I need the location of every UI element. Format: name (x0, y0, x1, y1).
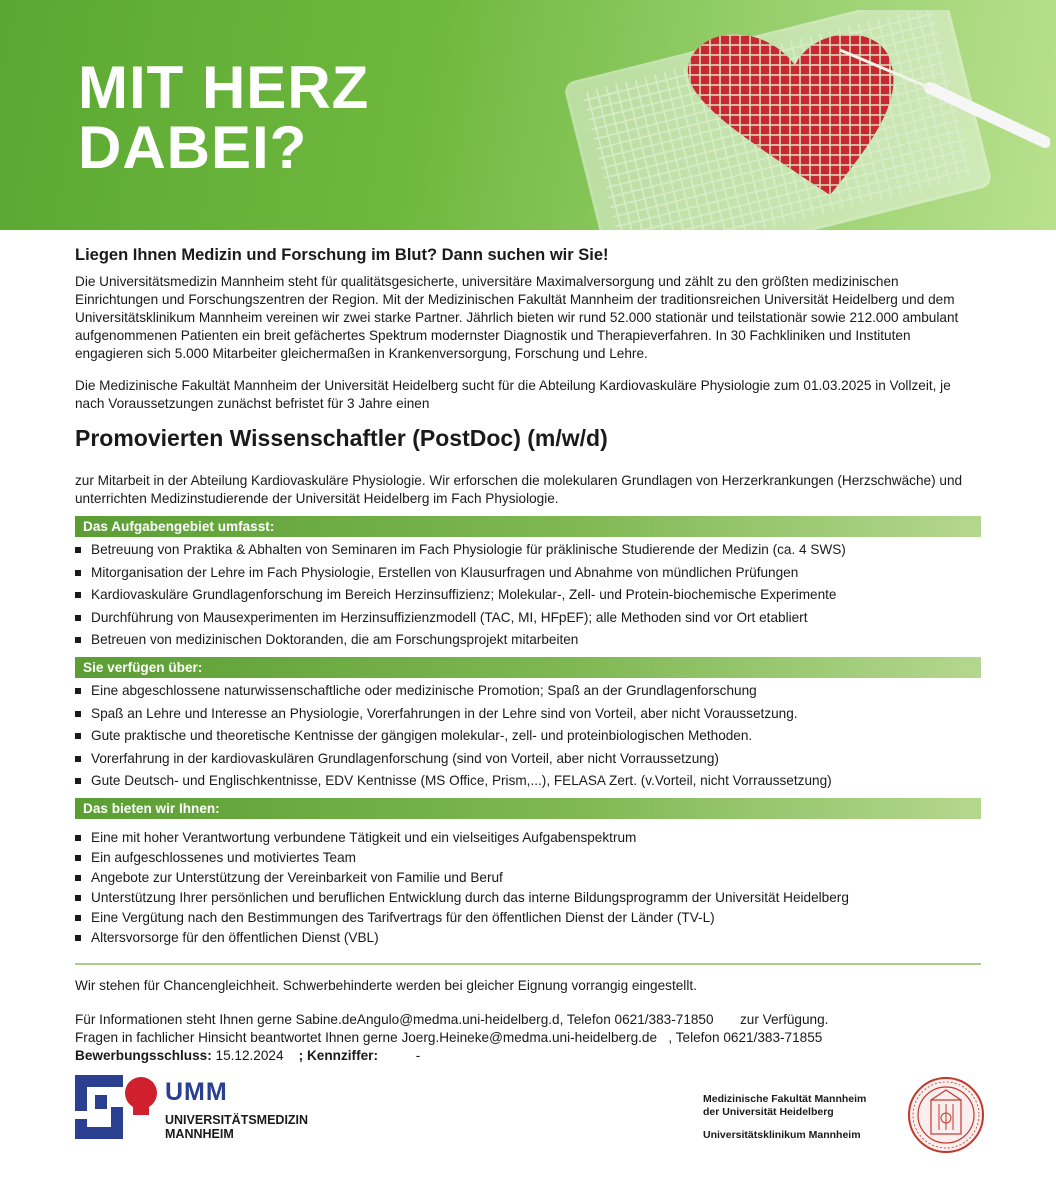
section-heading-tasks: Das Aufgabengebiet umfasst: (75, 516, 981, 537)
deadline-label: Bewerbungsschluss: (75, 1048, 212, 1063)
deadline-value: 15.12.2024 (215, 1048, 284, 1063)
divider (75, 963, 981, 965)
bullet-square-icon (75, 688, 81, 694)
list-item: Betreuung von Praktika & Abhalten von Seminaren im Fach Physiologie für präklinische Studierende der Medizin (ca. 4 SWS) (75, 541, 981, 559)
task-list (75, 541, 981, 649)
bullet-square-icon (75, 711, 81, 717)
requirements-list (75, 682, 981, 790)
umm-logo-icon (75, 1075, 157, 1141)
list-item: Eine mit hoher Verantwortung verbundene Tätigkeit und ein vielseitiges Aufgabenspektrum (75, 829, 981, 847)
bullet-square-icon (75, 935, 81, 941)
bullet-square-icon (75, 733, 81, 739)
list-item: Vorerfahrung in der kardiovaskulären Grundlagenforschung (sind von Vorteil, aber nicht Vorraussetzung) (75, 750, 981, 768)
contact-info (75, 977, 981, 1065)
headline: MIT HERZ DABEI? (78, 54, 370, 181)
bullet-square-icon (75, 756, 81, 762)
umm-name-line-1: UNIVERSITÄTSMEDIZIN (165, 1113, 309, 1127)
reference-value: - (415, 1048, 421, 1063)
bullet-square-icon (75, 835, 81, 841)
lead-question: Liegen Ihnen Medizin und Forschung im Blut? Dann suchen wir Sie! (75, 246, 609, 264)
bullet-square-icon (75, 855, 81, 861)
deadline-line: Bewerbungsschluss: 15.12.2024 ; Kennziffer: - (75, 1048, 421, 1063)
bullet-square-icon (75, 895, 81, 901)
offer-list (75, 829, 981, 947)
list-item: Spaß an Lehre und Interesse an Physiologie, Vorerfahrungen in der Lehre sind von Vorteil, aber nicht Voraussetzung. (75, 705, 981, 723)
intro-paragraph: Die Universitätsmedizin Mannheim steht für qualitätsgesicherte, universitäre Maximalversorgung und zählt zu den größten medizinischen Einrichtungen und Forschungszentren der Region. Mit der Medizinischen Fakultät Mannheim der traditionsreichen Universität Heidelberg und dem Universitätsklinikum Mannheim vereinen wir zwei starke Partner. Jährlich bieten wir rund 52.000 stationär und teilstationär sowie 212.000 ambulant aufgenommenen Patienten ein breit gefächertes Spektrum modernster Diagnostik und Therapieverfahren. In 30 Fachkliniken und Instituten engagieren sich 5.000 Mitarbeiter gleichermaßen in Krankenversorgung, Forschung und Lehre. (75, 274, 959, 361)
bullet-square-icon (75, 592, 81, 598)
list-item: Gute Deutsch- und Englischkentnisse, EDV Kentnisse (MS Office, Prism,...), FELASA Zert. (v.Vorteil, nicht Vorraussetzung) (75, 772, 981, 790)
umm-logo (75, 1075, 309, 1146)
contact-line-2: Fragen in fachlicher Hinsicht beantwortet Ihnen gerne Joerg.Heineke@medma.uni-heidelberg.de , Telefon 0621/383-71855 (75, 1030, 823, 1045)
umm-name-line-2: MANNHEIM (165, 1127, 234, 1141)
list-item: Unterstützung Ihrer persönlichen und beruflichen Entwicklung durch das interne Bildungsprogramm der Universität Heidelberg (75, 889, 981, 907)
job-title: Promovierten Wissenschaftler (PostDoc) (m/w/d) (75, 425, 608, 451)
heart-well-plate-image (540, 10, 1050, 230)
equality-statement: Wir stehen für Chancengleichheit. Schwerbehinderte werden bei gleicher Eignung vorrangig eingestellt. (75, 978, 697, 993)
list-item: Gute praktische und theoretische Kentnisse der gängigen molekular-, zell- und proteinbiologischen Methoden. (75, 727, 981, 745)
section-heading-requirements: Sie verfügen über: (75, 657, 981, 678)
bullet-square-icon (75, 637, 81, 643)
bullet-square-icon (75, 915, 81, 921)
list-item: Ein aufgeschlossenes und motiviertes Team (75, 849, 981, 867)
contact-line-1: Für Informationen steht Ihnen gerne Sabine.deAngulo@medma.uni-heidelberg.d, Telefon 0621/383-71850 zur Verfügung. (75, 1012, 829, 1027)
clinic-name: Universitätsklinikum Mannheim (703, 1129, 861, 1141)
list-item: Betreuen von medizinischen Doktoranden, die am Forschungsprojekt mitarbeiten (75, 631, 981, 649)
list-item: Altersvorsorge für den öffentlichen Dienst (VBL) (75, 929, 981, 947)
section-heading-offer: Das bieten wir Ihnen: (75, 798, 981, 819)
bullet-square-icon (75, 570, 81, 576)
bullet-square-icon (75, 615, 81, 621)
list-item: Durchführung von Mausexperimenten im Herzinsuffizienzmodell (TAC, MI, HFpEF); alle Methoden sind vor Ort etabliert (75, 609, 981, 627)
university-seal-icon (907, 1076, 985, 1154)
list-item: Eine Vergütung nach den Bestimmungen des Tarifvertrags für den öffentlichen Dienst der Länder (TV-L) (75, 909, 981, 927)
reference-label: Kennziffer: (306, 1048, 378, 1063)
list-item: Mitorganisation der Lehre im Fach Physiologie, Erstellen von Klausurfragen und Abnahme von mündlichen Prüfungen (75, 564, 981, 582)
list-item: Kardiovaskuläre Grundlagenforschung im Bereich Herzinsuffizienz; Molekular-, Zell- und Protein-biochemische Experimente (75, 586, 981, 604)
faculty-line-1: Medizinische Fakultät Mannheim (703, 1093, 867, 1105)
contact-email-1[interactable]: Sabine.deAngulo@medma.uni-heidelberg.d (295, 1012, 560, 1027)
list-item: Angebote zur Unterstützung der Vereinbarkeit von Familie und Beruf (75, 869, 981, 887)
faculty-line-2: der Universität Heidelberg (703, 1106, 834, 1118)
umm-abbreviation: UMM (165, 1078, 228, 1106)
job-description: zur Mitarbeit in der Abteilung Kardiovaskuläre Physiologie. Wir erforschen die molekularen Grundlagen von Herzerkrankungen (Herzschwäche) und unterrichten Medizinstudierende der Universität Heidelberg im Fach Physiologie. (75, 473, 963, 506)
contact-email-2[interactable]: Joerg.Heineke@medma.uni-heidelberg.de (401, 1030, 658, 1045)
ad-body (75, 240, 981, 1065)
faculty-info (703, 1093, 866, 1142)
bullet-square-icon (75, 778, 81, 784)
bullet-square-icon (75, 547, 81, 553)
header-banner (0, 0, 1056, 230)
position-intro: Die Medizinische Fakultät Mannheim der Universität Heidelberg sucht für die Abteilung Kardiovaskuläre Physiologie zum 01.03.2025 in Vollzeit, je nach Voraussetzungen zunächst befristet für 3 Jahre einen (75, 378, 951, 411)
bullet-square-icon (75, 875, 81, 881)
list-item: Eine abgeschlossene naturwissenschaftliche oder medizinische Promotion; Spaß an der Grundlagenforschung (75, 682, 981, 700)
